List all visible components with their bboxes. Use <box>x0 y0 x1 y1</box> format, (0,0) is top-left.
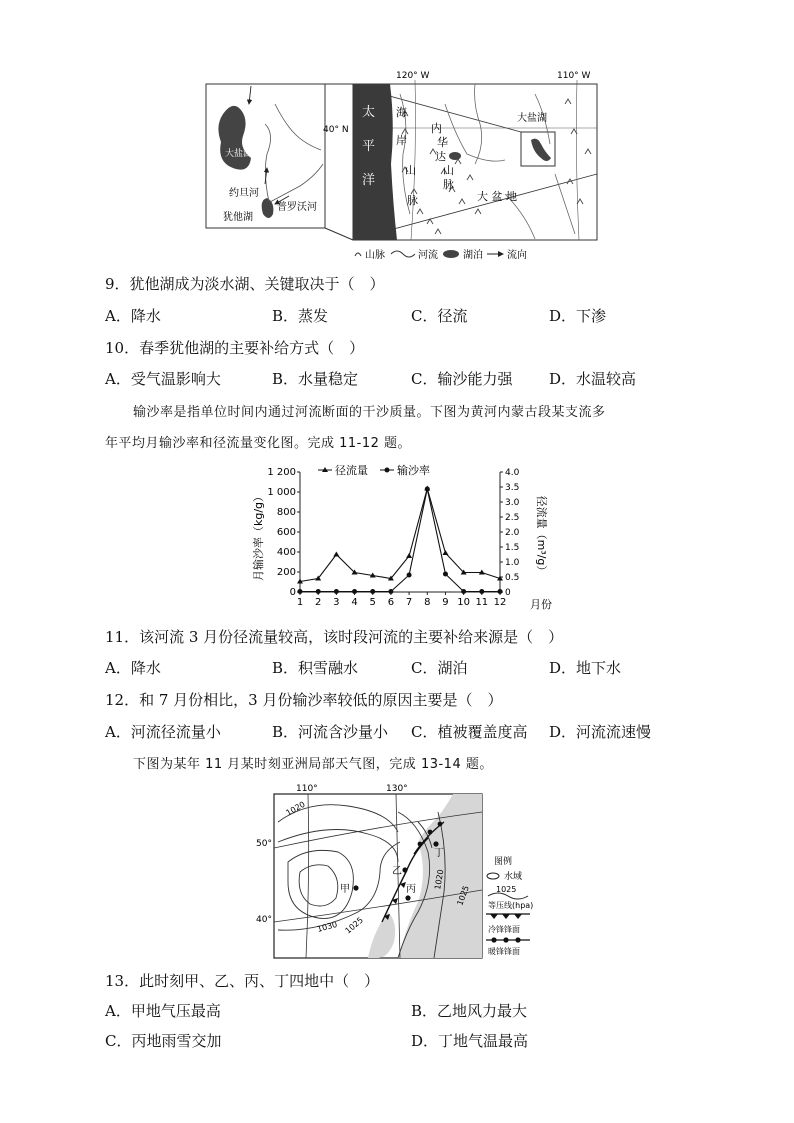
q13-option-d[interactable]: D．丁地气温最高 <box>411 1032 529 1050</box>
legend-sediment-label: 输沙率 <box>397 464 430 477</box>
place-ding: 丁 <box>434 848 444 859</box>
q10-option-d[interactable]: D．水温较高 <box>549 370 637 388</box>
y2-tick-label: 0.5 <box>505 573 520 583</box>
q9-option-b[interactable]: B．蒸发 <box>272 307 329 325</box>
lat-50-label: 50° <box>256 839 272 849</box>
sediment-point <box>316 589 321 594</box>
nevada-label-5: 脉 <box>443 178 454 191</box>
y-tick-label: 400 <box>276 547 296 558</box>
legend-iso-value: 1025 <box>496 885 517 894</box>
x-tick-label: 10 <box>457 597 471 608</box>
legend-mountain-label: 山脉 <box>365 250 385 261</box>
q13-option-a[interactable]: A．甲地气压最高 <box>105 1002 221 1020</box>
sediment-point <box>407 573 412 578</box>
basin-label: 大 盆 地 <box>477 190 517 203</box>
q9-option-c[interactable]: C．径流 <box>411 307 468 325</box>
y2-tick-label: 2.5 <box>505 513 520 523</box>
q11-option-d[interactable]: D．地下水 <box>549 659 622 677</box>
y-tick-label: 600 <box>276 527 296 538</box>
x-tick-label: 12 <box>493 597 507 608</box>
sediment-point <box>388 589 393 594</box>
question-12-stem: 12．和 7 月份相比，3 月份输沙率较低的原因主要是（ ） <box>105 691 503 709</box>
q13-option-c[interactable]: C．丙地雨雪交加 <box>105 1032 222 1050</box>
chart-x-axis-title: 月份 <box>530 598 552 611</box>
y-tick-label: 0 <box>289 587 296 598</box>
series-line-2 <box>300 489 500 592</box>
chart-y-axis-title: 月输沙率（kg/g） <box>252 490 265 582</box>
y2-tick-label: 0 <box>505 588 511 598</box>
intro-13-14: 下图为某年 11 月某时刻亚洲局部天气图，完成 13-14 题。 <box>133 757 493 772</box>
y-tick-label: 1 200 <box>267 467 296 478</box>
nevada-label-2: 华 <box>437 136 448 149</box>
lon-130-label: 130° <box>386 784 408 794</box>
x-tick-label: 5 <box>369 597 376 608</box>
q11-option-b[interactable]: B．积雪融水 <box>272 659 359 677</box>
q12-option-b[interactable]: B．河流含沙量小 <box>272 723 389 741</box>
sediment-point <box>370 589 375 594</box>
sediment-point <box>461 589 466 594</box>
lon-110-label: 110° W <box>557 71 591 81</box>
q11-option-a[interactable]: A．降水 <box>105 659 161 677</box>
sediment-point <box>443 572 448 577</box>
utah-lake-label: 犹他湖 <box>223 212 253 223</box>
legend-lake-label: 湖泊 <box>463 250 483 261</box>
y2-tick-label: 1.5 <box>505 543 520 553</box>
ocean-label-3: 洋 <box>362 173 376 188</box>
ocean-label-1: 太 <box>362 105 376 120</box>
legend-river-label: 河流 <box>418 250 438 261</box>
y2-tick-label: 2.0 <box>505 528 520 538</box>
isobar-1030: 1030 <box>316 919 339 934</box>
runoff-point <box>406 553 412 558</box>
isobar-1020-east: 1020 <box>433 868 446 891</box>
legend-runoff-label: 径流量 <box>335 464 368 477</box>
runoff-point <box>442 550 448 555</box>
jordan-river-label: 约旦河 <box>229 188 259 199</box>
place-yi: 乙 <box>392 866 402 877</box>
intro-11-12-line1: 输沙率是指单位时间内通过河流断面的干沙质量。下图为黄河内蒙古段某支流多 <box>133 405 606 420</box>
legend-warm-front: 暖锋锋面 <box>488 947 520 956</box>
map2-legend <box>486 855 533 956</box>
legend-cold-front: 冷锋锋面 <box>488 925 520 934</box>
lon-120-label: 120° W <box>396 71 430 81</box>
q12-option-c[interactable]: C．植被覆盖度高 <box>411 723 528 741</box>
lat-40-label: 40° N <box>323 125 349 135</box>
nevada-label-1: 内 <box>431 122 442 135</box>
x-tick-label: 3 <box>333 597 340 608</box>
sediment-point <box>479 589 484 594</box>
q13-option-b[interactable]: B．乙地风力最大 <box>411 1002 528 1020</box>
q9-option-d[interactable]: D．下渗 <box>549 307 607 325</box>
sediment-point <box>298 589 303 594</box>
x-tick-label: 11 <box>475 597 489 608</box>
legend-title: 图例 <box>494 857 513 867</box>
x-tick-label: 2 <box>314 597 322 608</box>
question-10-stem: 10．春季犹他湖的主要补给方式（ ） <box>105 339 365 357</box>
isobar-1025-south: 1025 <box>343 915 365 936</box>
series-line-1 <box>300 489 500 582</box>
coast-label-1: 海 <box>396 106 407 119</box>
provo-river-label: 普罗沃河 <box>277 202 317 213</box>
nevada-label-4: 山 <box>443 164 454 177</box>
q12-option-d[interactable]: D．河流流速慢 <box>549 723 652 741</box>
question-11-stem: 11．该河流 3 月份径流量较高，该时段河流的主要补给来源是（ ） <box>105 628 564 646</box>
q9-option-a[interactable]: A．降水 <box>105 307 161 325</box>
isobar-1020-top: 1020 <box>284 799 307 818</box>
place-bing: 丙 <box>406 884 416 895</box>
q10-option-b[interactable]: B．水量稳定 <box>272 370 359 388</box>
sediment-point <box>352 589 357 594</box>
western-us-map <box>205 64 600 264</box>
x-tick-label: 6 <box>387 597 395 608</box>
question-13-stem: 13．此时刻甲、乙、丙、丁四地中（ ） <box>105 972 380 990</box>
inset-salt-lake-label: 大盐湖 <box>225 149 253 159</box>
y2-tick-label: 3.0 <box>505 498 520 508</box>
q10-option-c[interactable]: C．输沙能力强 <box>411 370 513 388</box>
lon-110-label: 110° <box>296 784 318 794</box>
nevada-label-3: 达 <box>435 150 446 163</box>
intro-11-12-line2: 年平均月输沙率和径流量变化图。完成 11-12 题。 <box>105 436 412 451</box>
question-9-stem: 9．犹他湖成为淡水湖、关键取决于（ ） <box>105 275 385 293</box>
q12-option-a[interactable]: A．河流径流量小 <box>105 723 221 741</box>
q11-option-c[interactable]: C．湖泊 <box>411 659 468 677</box>
y-tick-label: 800 <box>276 507 296 518</box>
coast-label-3: 山 <box>405 164 416 177</box>
place-jia: 甲 <box>340 884 350 895</box>
y2-tick-label: 1.0 <box>505 558 520 568</box>
y2-tick-label: 4.0 <box>505 468 520 478</box>
legend-isobar: 等压线(hpa) <box>488 901 534 910</box>
chart-y2-axis-title: 径流量（m³/g） <box>535 495 548 577</box>
great-salt-lake-label: 大盐湖 <box>517 113 547 124</box>
map1-legend <box>355 248 527 261</box>
x-tick-label: 4 <box>351 597 358 608</box>
y2-tick-label: 3.5 <box>505 483 520 493</box>
ocean-label-2: 平 <box>362 139 376 154</box>
y-tick-label: 1 000 <box>267 487 296 498</box>
legend-sediment-marker <box>385 468 390 473</box>
y-tick-label: 200 <box>276 567 296 578</box>
x-tick-label: 9 <box>442 597 449 608</box>
asia-weather-map <box>248 782 538 960</box>
isobar-1025-east: 1025 <box>455 884 471 907</box>
x-tick-label: 1 <box>296 597 304 608</box>
lat-40-label: 40° <box>256 915 272 925</box>
sediment-point <box>334 589 339 594</box>
x-tick-label: 8 <box>424 597 431 608</box>
coast-label-2: 岸 <box>396 134 407 147</box>
sediment-point <box>425 487 430 492</box>
coast-label-4: 脉 <box>407 194 418 207</box>
legend-water: 水域 <box>504 872 523 882</box>
legend-flow-label: 流向 <box>507 250 527 261</box>
runoff-point <box>333 552 339 557</box>
q10-option-a[interactable]: A．受气温影响大 <box>105 370 221 388</box>
x-tick-label: 7 <box>405 597 413 608</box>
sediment-runoff-chart <box>248 462 558 614</box>
sediment-point <box>498 589 503 594</box>
